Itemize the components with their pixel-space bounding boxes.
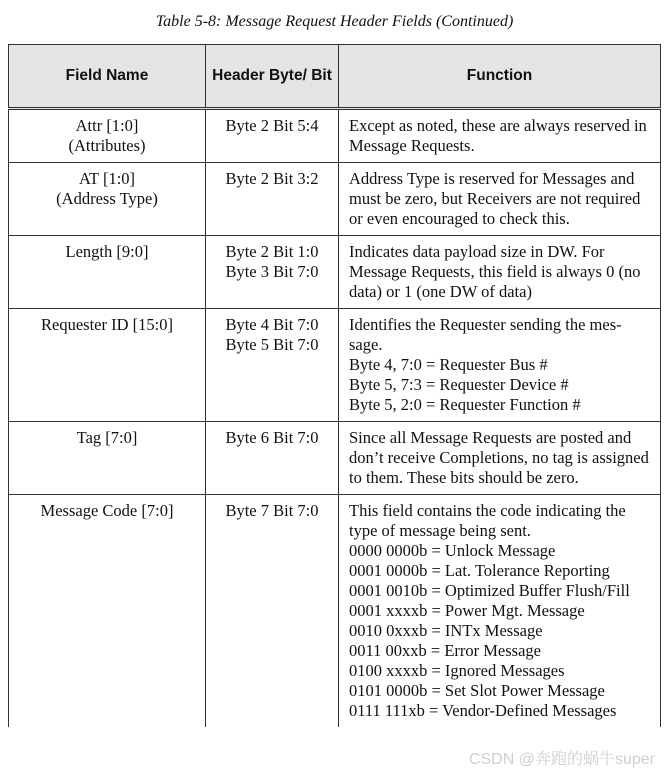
header-byte-bit-cell <box>206 163 339 236</box>
function-line: Address Type is reserved for Messages and must be zero, but Receivers are not required or even encouraged to check this. <box>349 169 641 228</box>
header-byte-bit-cell <box>206 422 339 495</box>
table-body <box>9 109 661 728</box>
watermark: CSDN @奔跑的蜗牛super <box>467 746 657 769</box>
function-cell <box>339 422 661 495</box>
field-name-cell <box>9 309 206 422</box>
field-name-cell <box>9 422 206 495</box>
header-byte-bit-line: Byte 4 Bit 7:0 <box>225 315 319 334</box>
table-caption: Table 5-8: Message Request Header Fields (Continued) <box>155 13 514 30</box>
table-row <box>9 236 661 309</box>
column-header-field-name: Field Name <box>9 45 206 109</box>
field-name-line: Attr [1:0] <box>75 116 139 135</box>
header-byte-bit-line: Byte 3 Bit 7:0 <box>225 262 319 281</box>
header-byte-bit-line: Byte 2 Bit 3:2 <box>225 169 319 188</box>
function-line: Byte 5, 2:0 = Requester Function # <box>349 395 581 414</box>
field-name-cell <box>9 236 206 309</box>
function-line: 0101 0000b = Set Slot Power Message <box>349 681 605 700</box>
function-line: Except as noted, these are always reserved in Message Requests. <box>349 116 647 155</box>
field-name-line: (Address Type) <box>56 189 158 208</box>
function-line: 0100 xxxxb = Ignored Messages <box>349 661 565 680</box>
header-byte-bit-cell <box>206 309 339 422</box>
function-line: 0001 xxxxb = Power Mgt. Message <box>349 601 585 620</box>
function-cell <box>339 495 661 728</box>
field-name-line: (Attributes) <box>68 136 146 155</box>
field-name-cell <box>9 163 206 236</box>
function-line: Identifies the Requester sending the mes-sage. <box>349 315 622 354</box>
function-cell <box>339 309 661 422</box>
field-name-line: Requester ID [15:0] <box>41 315 173 334</box>
field-name-line: AT [1:0] <box>78 169 136 188</box>
function-cell <box>339 163 661 236</box>
function-line: 0000 0000b = Unlock Message <box>349 541 556 560</box>
function-line: Indicates data payload size in DW. For Message Requests, this field is always 0 (no data) or 1 (one DW of data) <box>349 242 641 301</box>
table-row <box>9 495 661 728</box>
header-byte-bit-line: Byte 2 Bit 5:4 <box>225 116 319 135</box>
function-line: 0111 111xb = Vendor-Defined Messages <box>349 701 617 720</box>
function-line: 0001 0010b = Optimized Buffer Flush/Fill <box>349 581 630 600</box>
header-byte-bit-cell <box>206 495 339 728</box>
field-name-line: Message Code [7:0] <box>40 501 174 520</box>
header-byte-bit-cell <box>206 109 339 163</box>
column-header-function: Function <box>339 45 661 109</box>
header-byte-bit-line: Byte 6 Bit 7:0 <box>225 428 319 447</box>
table-row <box>9 163 661 236</box>
column-header-byte-bit: Header Byte/ Bit <box>206 45 339 109</box>
function-line: Byte 4, 7:0 = Requester Bus # <box>349 355 548 374</box>
message-request-header-table <box>8 44 661 727</box>
field-name-line: Length [9:0] <box>65 242 149 261</box>
function-line: Byte 5, 7:3 = Requester Device # <box>349 375 569 394</box>
table-row <box>9 109 661 163</box>
function-cell <box>339 109 661 163</box>
field-name-cell <box>9 495 206 728</box>
function-line: Since all Message Requests are posted and don’t receive Completions, no tag is assigned to them. These bits should be zero. <box>349 428 649 487</box>
function-cell <box>339 236 661 309</box>
function-line: 0001 0000b = Lat. Tolerance Reporting <box>349 561 610 580</box>
field-name-cell <box>9 109 206 163</box>
table-row <box>9 309 661 422</box>
field-name-line: Tag [7:0] <box>76 428 138 447</box>
header-byte-bit-line: Byte 2 Bit 1:0 <box>225 242 319 261</box>
function-line: 0010 0xxxb = INTx Message <box>349 621 543 640</box>
header-byte-bit-cell <box>206 236 339 309</box>
function-line: This field contains the code indicating the type of message being sent. <box>349 501 626 540</box>
header-row <box>9 45 661 109</box>
header-byte-bit-line: Byte 5 Bit 7:0 <box>225 335 319 354</box>
header-byte-bit-line: Byte 7 Bit 7:0 <box>225 501 319 520</box>
table-row <box>9 422 661 495</box>
function-line: 0011 00xxb = Error Message <box>349 641 541 660</box>
